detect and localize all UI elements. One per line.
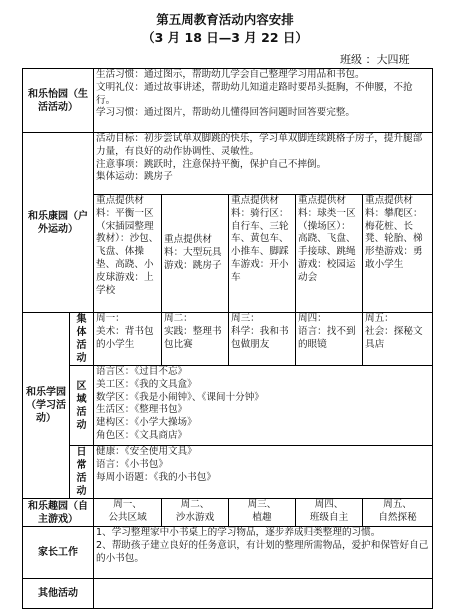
activity-text: 科学：我和书包做朋友 [231,325,289,350]
day-label: 周二： [164,313,193,324]
health-line-group: 集体运动：跳房子 [96,171,173,183]
play-mon [94,499,162,527]
play-fri [363,499,433,527]
daily-line: 每周小语题：《我的小书包》 [96,471,216,483]
schedule-table [22,68,433,609]
row-family [23,527,433,579]
activity-text: 实践：整理书包比赛 [164,325,222,350]
learn-group-fri [363,313,433,366]
area-line: 数学区：《我是小闹钟》、《课间十分钟》 [96,391,264,403]
section-other-label: 其他活动 [23,579,94,609]
activity-text: 自然探秘 [378,511,417,523]
learn-area-label: 区域活动 [70,366,94,446]
area-line: 语言区：《过目不忘》 [96,366,188,377]
row-life [23,69,433,133]
area-line: 角色区：《文具商店》 [96,429,188,441]
learn-group-mon [94,313,162,366]
day-label: 周四： [298,313,327,324]
health-material-3: 重点提供材料：骑行区：自行车、三轮车、黄包车、小推车、脚踩车游戏：开小车 [229,195,296,313]
day-label: 周三： [231,313,260,324]
activity-text: 植趣 [252,511,272,523]
life-content [94,69,433,133]
health-material-4: 重点提供材料：球类一区（操场区）：高跷、飞盘、手接球、跳绳游戏：校园运动会 [296,195,363,313]
row-learn-area [23,366,433,446]
day-label: 周二、 [180,499,210,510]
activity-text: 语言：找不到的眼镜 [298,325,356,350]
day-label: 周五： [365,313,394,324]
health-content [94,133,433,195]
date-range: （3 月 18 日—3 月 22 日） [142,30,308,45]
day-label: 周一： [96,313,125,324]
section-life-label: 和乐怡园（生活活动） [23,69,94,133]
learn-group-wed [229,313,296,366]
learn-daily-label: 日常活动 [70,446,94,499]
daily-line: 健康：《安全使用文具》 [96,446,197,457]
learn-group-label: 集体活动 [70,313,94,366]
row-health-top [23,133,433,195]
day-label: 周四、 [314,499,344,510]
row-learn-group [23,313,433,366]
activity-text: 社会：探秘文具店 [365,325,423,350]
class-label: 班级 ：大四班 [340,53,410,66]
learn-daily-content [94,446,433,499]
play-wed [229,499,296,527]
activity-text: 班级自主 [309,511,349,523]
section-health-label: 和乐康园（户外运动） [23,133,94,313]
row-play [23,499,433,527]
life-line-habit: 生活习惯：通过图示，帮助幼儿学会自己整理学习用品和书包。 [96,69,365,80]
health-material-1: 重点提供材料：平衡一区（宋插园整理教材）：沙包、飞盘、体操垫、高跷、小皮球游戏：上学校 [94,195,162,313]
health-line-goal: 活动目标：初步尝试单双脚跳的快乐，学习单双脚连续跳格子房子，提升腿部力量，有良好的动作协调性、灵敏性。 [96,133,423,157]
area-line: 美工区：《我的文具盒》 [96,378,197,390]
other-content [94,579,433,609]
health-line-notes: 注意事项：跳跃时，注意保持平衡，保护自己不摔倒。 [96,158,327,170]
area-line: 建构区：《小学大操场》 [96,417,197,429]
learn-group-tue [162,313,229,366]
row-learn-daily [23,446,433,499]
day-label: 周三、 [247,499,277,510]
health-material-2: 重点提供材料：大型玩具游戏：跳房子 [162,195,229,313]
family-line: 2、帮助孩子建立良好的任务意识，有计划的整理所需物品，爱护和保管好自己的小书包。 [96,539,429,564]
activity-text: 公共区域 [108,511,147,523]
life-line-etiquette: 文明礼仪：通过故事讲述，帮助幼儿知道走路时要昂头挺胸，不伸腰，不抢行。 [96,81,413,106]
daily-line: 语言：《小书包》 [96,458,168,470]
row-other [23,579,433,609]
health-material-5: 重点提供材料：攀爬区：梅花桩、长凳、轮胎、梯形垫游戏：勇敢小学生 [363,195,433,313]
life-line-study: 学习习惯：通过图片，帮助幼儿懂得回答问题时回答要完整。 [96,107,356,119]
page-title: 第五周教育活动内容安排 [156,12,294,27]
family-line: 1、学习整理家中小书桌上的学习物品，逐步养成归类整理的习惯。 [96,527,381,538]
area-line: 生活区：《整理书包》 [96,404,188,416]
learn-group-thu [296,313,363,366]
family-content [94,527,433,579]
activity-text: 沙水游戏 [175,511,215,523]
section-play-label: 和乐趣园（自主游戏） [23,499,94,527]
activity-text: 美术：背书包的小学生 [96,325,154,350]
learn-area-content [94,366,433,446]
section-learn-label: 和乐学园（学习活动） [23,313,70,499]
day-label: 周一、 [113,499,142,510]
play-thu [296,499,363,527]
section-family-label: 家长工作 [23,527,94,579]
play-tue [162,499,229,527]
day-label: 周五、 [383,499,412,510]
